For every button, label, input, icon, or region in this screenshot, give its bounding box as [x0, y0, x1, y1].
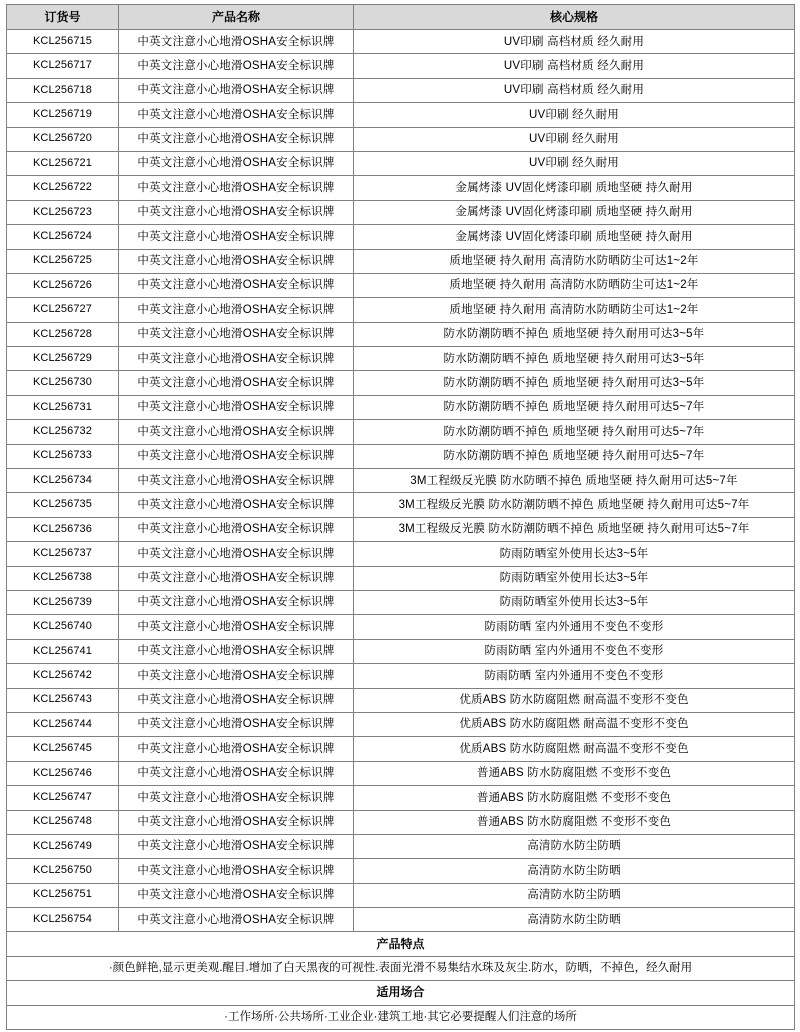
- table-row: [7, 737, 795, 761]
- cell-product-name: 中英文注意小心地滑OSHA安全标识牌: [119, 347, 354, 371]
- table-row: [7, 615, 795, 639]
- cell-order-number: KCL256721: [7, 151, 119, 175]
- table-row: [7, 151, 795, 175]
- cell-order-number: KCL256715: [7, 30, 119, 54]
- table-header-row: [7, 5, 795, 30]
- table-row: [7, 859, 795, 883]
- cell-order-number: KCL256733: [7, 444, 119, 468]
- cell-core-spec: 质地坚硬 持久耐用 高清防水防晒防尘可达1~2年: [354, 249, 795, 273]
- cell-order-number: KCL256730: [7, 371, 119, 395]
- table-row: [7, 298, 795, 322]
- cell-core-spec: 普通ABS 防水防腐阻燃 不变形不变色: [354, 810, 795, 834]
- cell-product-name: 中英文注意小心地滑OSHA安全标识牌: [119, 420, 354, 444]
- cell-product-name: 中英文注意小心地滑OSHA安全标识牌: [119, 737, 354, 761]
- cell-core-spec: 防水防潮防晒不掉色 质地坚硬 持久耐用可达3~5年: [354, 322, 795, 346]
- cell-order-number: KCL256746: [7, 761, 119, 785]
- cell-product-name: 中英文注意小心地滑OSHA安全标识牌: [119, 176, 354, 200]
- cell-core-spec: 优质ABS 防水防腐阻燃 耐高温不变形不变色: [354, 712, 795, 736]
- section-header-row: [7, 981, 795, 1005]
- cell-core-spec: 质地坚硬 持久耐用 高清防水防晒防尘可达1~2年: [354, 273, 795, 297]
- section-body-row: [7, 956, 795, 980]
- cell-product-name: 中英文注意小心地滑OSHA安全标识牌: [119, 444, 354, 468]
- table-row: [7, 786, 795, 810]
- cell-product-name: 中英文注意小心地滑OSHA安全标识牌: [119, 590, 354, 614]
- cell-order-number: KCL256742: [7, 664, 119, 688]
- section-body-row: [7, 1005, 795, 1029]
- table-row: [7, 127, 795, 151]
- cell-product-name: 中英文注意小心地滑OSHA安全标识牌: [119, 127, 354, 151]
- cell-order-number: KCL256749: [7, 834, 119, 858]
- cell-product-name: 中英文注意小心地滑OSHA安全标识牌: [119, 298, 354, 322]
- cell-core-spec: UV印刷 高档材质 经久耐用: [354, 78, 795, 102]
- cell-product-name: 中英文注意小心地滑OSHA安全标识牌: [119, 469, 354, 493]
- cell-product-name: 中英文注意小心地滑OSHA安全标识牌: [119, 30, 354, 54]
- table-row: [7, 834, 795, 858]
- section-title: 产品特点: [7, 932, 795, 956]
- table-row: [7, 273, 795, 297]
- table-row: [7, 664, 795, 688]
- table-row: [7, 200, 795, 224]
- cell-product-name: 中英文注意小心地滑OSHA安全标识牌: [119, 712, 354, 736]
- cell-core-spec: 3M工程级反光膜 防水防晒不掉色 质地坚硬 持久耐用可达5~7年: [354, 469, 795, 493]
- cell-order-number: KCL256728: [7, 322, 119, 346]
- cell-order-number: KCL256750: [7, 859, 119, 883]
- table-row: [7, 249, 795, 273]
- column-header-order-number: 订货号: [7, 5, 119, 30]
- cell-product-name: 中英文注意小心地滑OSHA安全标识牌: [119, 639, 354, 663]
- cell-order-number: KCL256739: [7, 590, 119, 614]
- cell-order-number: KCL256732: [7, 420, 119, 444]
- cell-core-spec: UV印刷 经久耐用: [354, 151, 795, 175]
- cell-product-name: 中英文注意小心地滑OSHA安全标识牌: [119, 103, 354, 127]
- cell-order-number: KCL256723: [7, 200, 119, 224]
- cell-product-name: 中英文注意小心地滑OSHA安全标识牌: [119, 615, 354, 639]
- section-body-text: ·颜色鲜艳,显示更美观.醒目.增加了白天黑夜的可视性.表面光滑不易集结水珠及灰尘.防水，防晒，不掉色，经久耐用: [7, 956, 795, 980]
- cell-core-spec: 质地坚硬 持久耐用 高清防水防晒防尘可达1~2年: [354, 298, 795, 322]
- cell-product-name: 中英文注意小心地滑OSHA安全标识牌: [119, 200, 354, 224]
- cell-order-number: KCL256741: [7, 639, 119, 663]
- cell-core-spec: 高清防水防尘防晒: [354, 834, 795, 858]
- cell-core-spec: 防水防潮防晒不掉色 质地坚硬 持久耐用可达3~5年: [354, 371, 795, 395]
- cell-core-spec: 防雨防晒室外使用长达3~5年: [354, 590, 795, 614]
- table-row: [7, 590, 795, 614]
- cell-product-name: 中英文注意小心地滑OSHA安全标识牌: [119, 810, 354, 834]
- cell-order-number: KCL256751: [7, 883, 119, 907]
- product-spec-table: [6, 4, 795, 1030]
- cell-product-name: 中英文注意小心地滑OSHA安全标识牌: [119, 786, 354, 810]
- cell-core-spec: 高清防水防尘防晒: [354, 908, 795, 932]
- cell-core-spec: 金属烤漆 UV固化烤漆印刷 质地坚硬 持久耐用: [354, 200, 795, 224]
- cell-order-number: KCL256738: [7, 566, 119, 590]
- cell-order-number: KCL256722: [7, 176, 119, 200]
- cell-core-spec: UV印刷 经久耐用: [354, 103, 795, 127]
- cell-product-name: 中英文注意小心地滑OSHA安全标识牌: [119, 883, 354, 907]
- cell-product-name: 中英文注意小心地滑OSHA安全标识牌: [119, 761, 354, 785]
- cell-product-name: 中英文注意小心地滑OSHA安全标识牌: [119, 834, 354, 858]
- cell-core-spec: 防水防潮防晒不掉色 质地坚硬 持久耐用可达5~7年: [354, 420, 795, 444]
- section-body-text: ·工作场所·公共场所·工业企业·建筑工地·其它必要提醒人们注意的场所: [7, 1005, 795, 1029]
- cell-core-spec: 防雨防晒室外使用长达3~5年: [354, 566, 795, 590]
- cell-order-number: KCL256754: [7, 908, 119, 932]
- table-row: [7, 469, 795, 493]
- cell-product-name: 中英文注意小心地滑OSHA安全标识牌: [119, 395, 354, 419]
- section-title: 适用场合: [7, 981, 795, 1005]
- cell-product-name: 中英文注意小心地滑OSHA安全标识牌: [119, 225, 354, 249]
- table-row: [7, 639, 795, 663]
- cell-product-name: 中英文注意小心地滑OSHA安全标识牌: [119, 517, 354, 541]
- cell-order-number: KCL256740: [7, 615, 119, 639]
- cell-order-number: KCL256743: [7, 688, 119, 712]
- cell-product-name: 中英文注意小心地滑OSHA安全标识牌: [119, 908, 354, 932]
- cell-order-number: KCL256717: [7, 54, 119, 78]
- cell-core-spec: 普通ABS 防水防腐阻燃 不变形不变色: [354, 786, 795, 810]
- cell-core-spec: 防水防潮防晒不掉色 质地坚硬 持久耐用可达3~5年: [354, 347, 795, 371]
- table-row: [7, 103, 795, 127]
- table-row: [7, 322, 795, 346]
- cell-core-spec: 高清防水防尘防晒: [354, 859, 795, 883]
- cell-core-spec: 防水防潮防晒不掉色 质地坚硬 持久耐用可达5~7年: [354, 395, 795, 419]
- cell-product-name: 中英文注意小心地滑OSHA安全标识牌: [119, 493, 354, 517]
- table-row: [7, 810, 795, 834]
- cell-order-number: KCL256727: [7, 298, 119, 322]
- cell-order-number: KCL256731: [7, 395, 119, 419]
- table-row: [7, 566, 795, 590]
- cell-order-number: KCL256734: [7, 469, 119, 493]
- cell-core-spec: 防雨防晒 室内外通用不变色不变形: [354, 615, 795, 639]
- cell-product-name: 中英文注意小心地滑OSHA安全标识牌: [119, 566, 354, 590]
- section-header-row: [7, 932, 795, 956]
- cell-order-number: KCL256729: [7, 347, 119, 371]
- table-row: [7, 225, 795, 249]
- table-row: [7, 176, 795, 200]
- table-header: [7, 5, 795, 30]
- table-row: [7, 444, 795, 468]
- table-row: [7, 493, 795, 517]
- cell-core-spec: 普通ABS 防水防腐阻燃 不变形不变色: [354, 761, 795, 785]
- cell-core-spec: 防雨防晒 室内外通用不变色不变形: [354, 664, 795, 688]
- cell-product-name: 中英文注意小心地滑OSHA安全标识牌: [119, 542, 354, 566]
- table-row: [7, 78, 795, 102]
- cell-product-name: 中英文注意小心地滑OSHA安全标识牌: [119, 78, 354, 102]
- cell-core-spec: UV印刷 高档材质 经久耐用: [354, 54, 795, 78]
- table-row: [7, 371, 795, 395]
- cell-order-number: KCL256747: [7, 786, 119, 810]
- cell-product-name: 中英文注意小心地滑OSHA安全标识牌: [119, 688, 354, 712]
- table-row: [7, 517, 795, 541]
- cell-order-number: KCL256726: [7, 273, 119, 297]
- column-header-product-name: 产品名称: [119, 5, 354, 30]
- table-row: [7, 883, 795, 907]
- cell-core-spec: 防雨防晒 室内外通用不变色不变形: [354, 639, 795, 663]
- cell-order-number: KCL256737: [7, 542, 119, 566]
- table-body: [7, 30, 795, 1030]
- cell-order-number: KCL256718: [7, 78, 119, 102]
- table-row: [7, 761, 795, 785]
- cell-product-name: 中英文注意小心地滑OSHA安全标识牌: [119, 322, 354, 346]
- table-row: [7, 542, 795, 566]
- cell-core-spec: 高清防水防尘防晒: [354, 883, 795, 907]
- cell-product-name: 中英文注意小心地滑OSHA安全标识牌: [119, 273, 354, 297]
- cell-order-number: KCL256720: [7, 127, 119, 151]
- table-row: [7, 347, 795, 371]
- cell-order-number: KCL256745: [7, 737, 119, 761]
- cell-order-number: KCL256724: [7, 225, 119, 249]
- cell-order-number: KCL256748: [7, 810, 119, 834]
- cell-order-number: KCL256735: [7, 493, 119, 517]
- table-row: [7, 420, 795, 444]
- table-row: [7, 712, 795, 736]
- table-row: [7, 54, 795, 78]
- cell-product-name: 中英文注意小心地滑OSHA安全标识牌: [119, 664, 354, 688]
- table-row: [7, 908, 795, 932]
- column-header-core-spec: 核心规格: [354, 5, 795, 30]
- cell-order-number: KCL256736: [7, 517, 119, 541]
- table-row: [7, 30, 795, 54]
- cell-core-spec: 优质ABS 防水防腐阻燃 耐高温不变形不变色: [354, 688, 795, 712]
- table-row: [7, 688, 795, 712]
- cell-core-spec: UV印刷 经久耐用: [354, 127, 795, 151]
- cell-core-spec: 金属烤漆 UV固化烤漆印刷 质地坚硬 持久耐用: [354, 225, 795, 249]
- cell-core-spec: 防雨防晒室外使用长达3~5年: [354, 542, 795, 566]
- cell-product-name: 中英文注意小心地滑OSHA安全标识牌: [119, 859, 354, 883]
- cell-core-spec: 3M工程级反光膜 防水防潮防晒不掉色 质地坚硬 持久耐用可达5~7年: [354, 517, 795, 541]
- table-row: [7, 395, 795, 419]
- cell-core-spec: UV印刷 高档材质 经久耐用: [354, 30, 795, 54]
- cell-product-name: 中英文注意小心地滑OSHA安全标识牌: [119, 249, 354, 273]
- cell-order-number: KCL256719: [7, 103, 119, 127]
- cell-product-name: 中英文注意小心地滑OSHA安全标识牌: [119, 151, 354, 175]
- cell-core-spec: 3M工程级反光膜 防水防潮防晒不掉色 质地坚硬 持久耐用可达5~7年: [354, 493, 795, 517]
- cell-core-spec: 防水防潮防晒不掉色 质地坚硬 持久耐用可达5~7年: [354, 444, 795, 468]
- cell-order-number: KCL256744: [7, 712, 119, 736]
- cell-product-name: 中英文注意小心地滑OSHA安全标识牌: [119, 54, 354, 78]
- cell-core-spec: 金属烤漆 UV固化烤漆印刷 质地坚硬 持久耐用: [354, 176, 795, 200]
- cell-core-spec: 优质ABS 防水防腐阻燃 耐高温不变形不变色: [354, 737, 795, 761]
- cell-order-number: KCL256725: [7, 249, 119, 273]
- cell-product-name: 中英文注意小心地滑OSHA安全标识牌: [119, 371, 354, 395]
